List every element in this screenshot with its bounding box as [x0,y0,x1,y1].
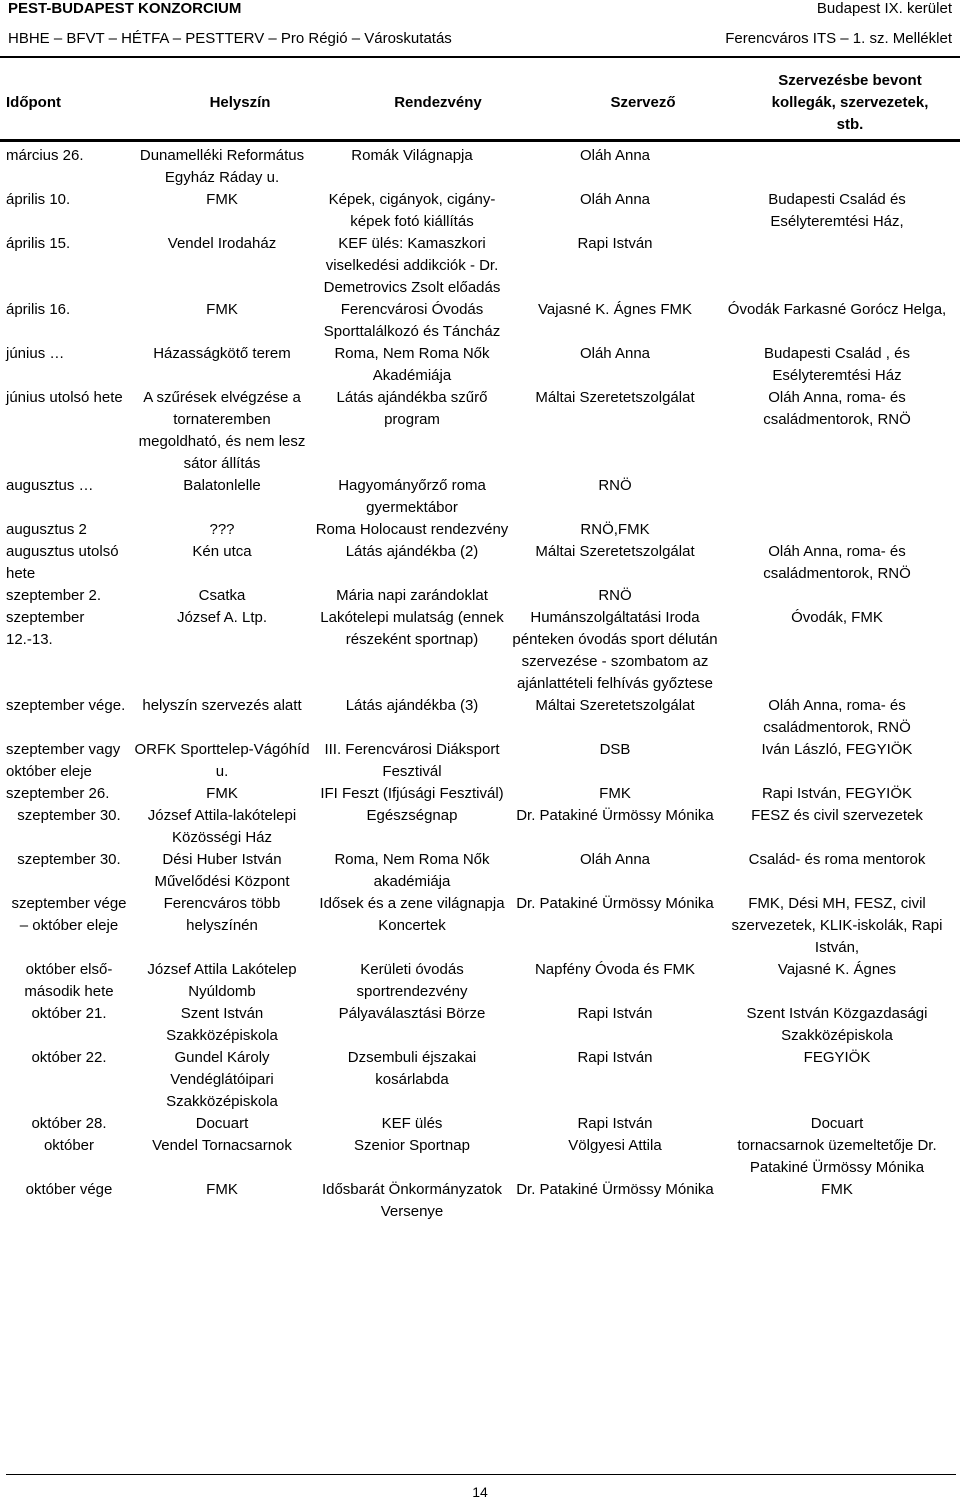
table-row [6,893,956,959]
partners-cell: Család- és roma mentorok [748,851,926,868]
organizer-cell: Rapi István [577,1005,653,1022]
event-cell: Lakótelepi mulatság (ennek részeként sportnap) [320,609,504,648]
organizer-cell: Oláh Anna [579,191,651,208]
col-header-time: Időpont [6,94,61,111]
time-cell: október [43,1137,95,1154]
table-row [6,541,956,585]
partners-cell: Vajasné K. Ágnes [777,961,897,978]
time-cell: október első-második hete [24,961,114,1000]
organizer-cell: RNÖ [598,477,632,494]
time-cell: szeptember vége – október eleje [11,895,127,934]
table-row [6,1003,956,1047]
header-line-1 [0,0,960,20]
time-cell: április 15. [6,235,71,252]
organizer-cell: Máltai Szeretetszolgálat [535,697,695,714]
partners-cell: tornacsarnok üzemeltetője Dr. Patakiné Ürmössy Mónika [737,1137,937,1176]
table-row [6,849,956,893]
location-cell: Balatonlelle [183,477,261,494]
organizer-cell: RNÖ,FMK [580,521,650,538]
event-cell: Látás ajándékba (2) [345,543,479,560]
partners-cell: FESZ és civil szervezetek [751,807,923,824]
organizer-cell: Máltai Szeretetszolgálat [535,543,695,560]
event-cell: Ferencvárosi Óvodás Sporttalálkozó és Táncház [323,301,501,340]
time-cell: október 22. [31,1049,107,1066]
location-cell: József A. Ltp. [176,609,268,626]
col-header-event: Rendezvény [394,94,482,111]
event-cell: III. Ferencvárosi Diáksport Fesztivál [324,741,500,780]
location-cell: Gundel Károly Vendéglátóipari Szakközépiskola [166,1049,278,1110]
location-cell: Dunamelléki Református Egyház Ráday u. [139,147,305,186]
time-cell: szeptember 12.-13. [6,609,85,648]
event-cell: Egészségnap [366,807,458,824]
time-cell: szeptember 30. [17,851,121,868]
location-cell: Vendel Tornacsarnok [152,1137,292,1154]
location-cell: ORFK Sporttelep-Vágóhíd u. [134,741,310,780]
col-header-partners: Szervezésbe bevont kollegák, szervezetek, stb. [771,72,929,133]
time-cell: augusztus utolsó hete [6,543,119,582]
table-row [6,783,956,805]
event-cell: Látás ajándékba szűrő program [336,389,488,428]
table-row [6,387,956,475]
partners-cell: Rapi István, FEGYIÖK [761,785,913,802]
organizer-cell: Oláh Anna [579,147,651,164]
location-cell: József Attila-lakótelepi Közösségi Ház [147,807,297,846]
location-cell: József Attila Lakótelep Nyúldomb [147,961,297,1000]
table-row [6,189,956,233]
time-cell: október 21. [31,1005,107,1022]
partners-cell: Oláh Anna, roma- és családmentorok, RNÖ [763,543,911,582]
consortium-title: PEST-BUDAPEST KONZORCIUM [8,0,242,17]
organizer-cell: FMK [599,785,631,802]
partners-cell: Oláh Anna, roma- és családmentorok, RNÖ [763,697,911,736]
time-cell: október vége [25,1181,113,1198]
table-header [0,68,960,140]
location-cell: Ferencváros több helyszínén [163,895,281,934]
event-cell: Roma, Nem Roma Nők Akadémiája [334,345,490,384]
event-cell: Idősek és a zene világnapja Koncertek [319,895,505,934]
partners-cell [718,585,956,607]
table-row [6,343,956,387]
table-row [6,299,956,343]
location-cell: Csatka [198,587,246,604]
organizer-cell: Dr. Patakiné Ürmössy Mónika [516,1181,714,1198]
event-cell: Kerületi óvodás sportrendezvény [356,961,468,1000]
partners-cell [718,145,956,189]
location-cell: FMK [206,1181,238,1198]
time-cell: április 16. [6,301,71,318]
partners-cell: FEGYIÖK [803,1049,871,1066]
organizer-cell: Vajasné K. Ágnes FMK [538,301,692,318]
organizer-cell: Napfény Óvoda és FMK [534,961,696,978]
organizer-cell: DSB [599,741,631,758]
event-cell: Roma Holocaust rendezvény [315,521,509,538]
location-cell: Házasságkötő terem [153,345,291,362]
time-cell: március 26. [6,147,84,164]
time-cell: június utolsó hete [6,389,123,406]
table-row [6,475,956,519]
table-row [6,695,956,739]
partners-cell: Budapesti Család és Esélyteremtési Ház, [768,191,906,230]
event-cell: Idősbarát Önkormányzatok Versenye [321,1181,503,1220]
location-cell: ??? [209,521,235,538]
event-cell: IFI Feszt (Ifjúsági Fesztivál) [320,785,504,802]
partners-cell: FMK, Dési MH, FESZ, civil szervezetek, KLIK-iskolák, Rapi István, [731,895,943,956]
col-header-location: Helyszín [209,94,271,111]
col-header-organizer: Szervező [610,94,676,111]
location-cell: A szűrések elvégzése a tornateremben megoldható, és nem lesz sátor állítás [138,389,306,472]
partners-cell: Oláh Anna, roma- és családmentorok, RNÖ [763,389,911,428]
partners-cell: Óvodák Farkasné Gorócz Helga, [727,301,947,318]
organizer-cell: Oláh Anna [579,851,651,868]
event-cell: KEF ülés [381,1115,443,1132]
time-cell: április 10. [6,191,71,208]
table-row [6,739,956,783]
table-row [6,1047,956,1113]
location-cell: helyszín szervezés alatt [142,697,302,714]
event-cell: Hagyományőrző roma gyermektábor [338,477,486,516]
time-cell: szeptember vége. [6,697,126,714]
organizer-cell: Rapi István [577,1049,653,1066]
time-cell: szeptember 26. [6,785,110,802]
table-bottom-line [6,1474,956,1475]
organizer-cell: Rapi István [577,1115,653,1132]
events-table [6,145,956,1223]
table-row [6,145,956,189]
header-line-2 [0,30,960,50]
partners-cell: Óvodák, FMK [791,609,883,626]
event-cell: Roma, Nem Roma Nők akadémiája [334,851,490,890]
location-cell: Szent István Szakközépiskola [166,1005,278,1044]
partners-cell [718,519,956,541]
page-number: 14 [472,1484,488,1500]
organizer-cell: Humánszolgáltatási Iroda pénteken óvodás sport délután szervezése - szombatom az ajánlattételi felhívás győztese [512,609,718,692]
table-row [6,585,956,607]
time-cell: október 28. [31,1115,107,1132]
time-cell: szeptember 2. [6,587,102,604]
partners-cell [718,475,956,519]
time-cell: szeptember vagy október eleje [6,741,121,780]
partners-line: HBHE – BFVT – HÉTFA – PESTTERV – Pro Régió – Városkutatás [8,30,452,47]
event-cell: Látás ajándékba (3) [345,697,479,714]
organizer-cell: Rapi István [577,235,653,252]
event-cell: Képek, cigányok, cigány-képek fotó kiállítás [328,191,496,230]
time-cell: június … [6,345,65,362]
organizer-cell: Máltai Szeretetszolgálat [535,389,695,406]
event-cell: Dzsembuli éjszakai kosárlabda [347,1049,477,1088]
time-cell: szeptember 30. [17,807,121,824]
partners-cell: Iván László, FEGYIÖK [761,741,913,758]
event-cell: Szenior Sportnap [354,1137,470,1154]
location-cell: FMK [206,191,238,208]
time-cell: augusztus 2 [6,521,87,538]
appendix-label: Ferencváros ITS – 1. sz. Melléklet [725,30,952,47]
organizer-cell: Dr. Patakiné Ürmössy Mónika [516,807,714,824]
header-divider [0,56,960,58]
partners-cell: Budapesti Család , és Esélyteremtési Ház [764,345,910,384]
partners-cell: Docuart [810,1115,864,1132]
organizer-cell: Dr. Patakiné Ürmössy Mónika [516,895,714,912]
event-cell: Mária napi zarándoklat [336,587,488,604]
table-row [6,519,956,541]
event-cell: Pályaválasztási Börze [338,1005,486,1022]
event-cell: KEF ülés: Kamaszkori viselkedési addikciók - Dr. Demetrovics Zsolt előadás [323,235,501,296]
table-row [6,1179,956,1223]
location-cell: Dési Huber István Művelődési Központ [154,851,290,890]
table-header-divider [0,139,960,142]
table-row [6,805,956,849]
table-row [6,607,956,695]
partners-cell [718,233,956,299]
location-cell: Vendel Irodaház [167,235,277,252]
organizer-cell: RNÖ [598,587,632,604]
partners-cell: Szent István Közgazdasági Szakközépiskola [746,1005,928,1044]
table-row [6,1113,956,1135]
location-cell: FMK [206,785,238,802]
location-cell: FMK [206,301,238,318]
location-cell: Docuart [195,1115,249,1132]
table-row [6,1135,956,1179]
table-row [6,959,956,1003]
partners-cell: FMK [821,1181,853,1198]
organizer-cell: Oláh Anna [579,345,651,362]
table-row [6,233,956,299]
time-cell: augusztus … [6,477,94,494]
district-title: Budapest IX. kerület [816,0,952,17]
organizer-cell: Völgyesi Attila [568,1137,662,1154]
location-cell: Kén utca [192,543,252,560]
event-cell: Romák Világnapja [351,147,473,164]
